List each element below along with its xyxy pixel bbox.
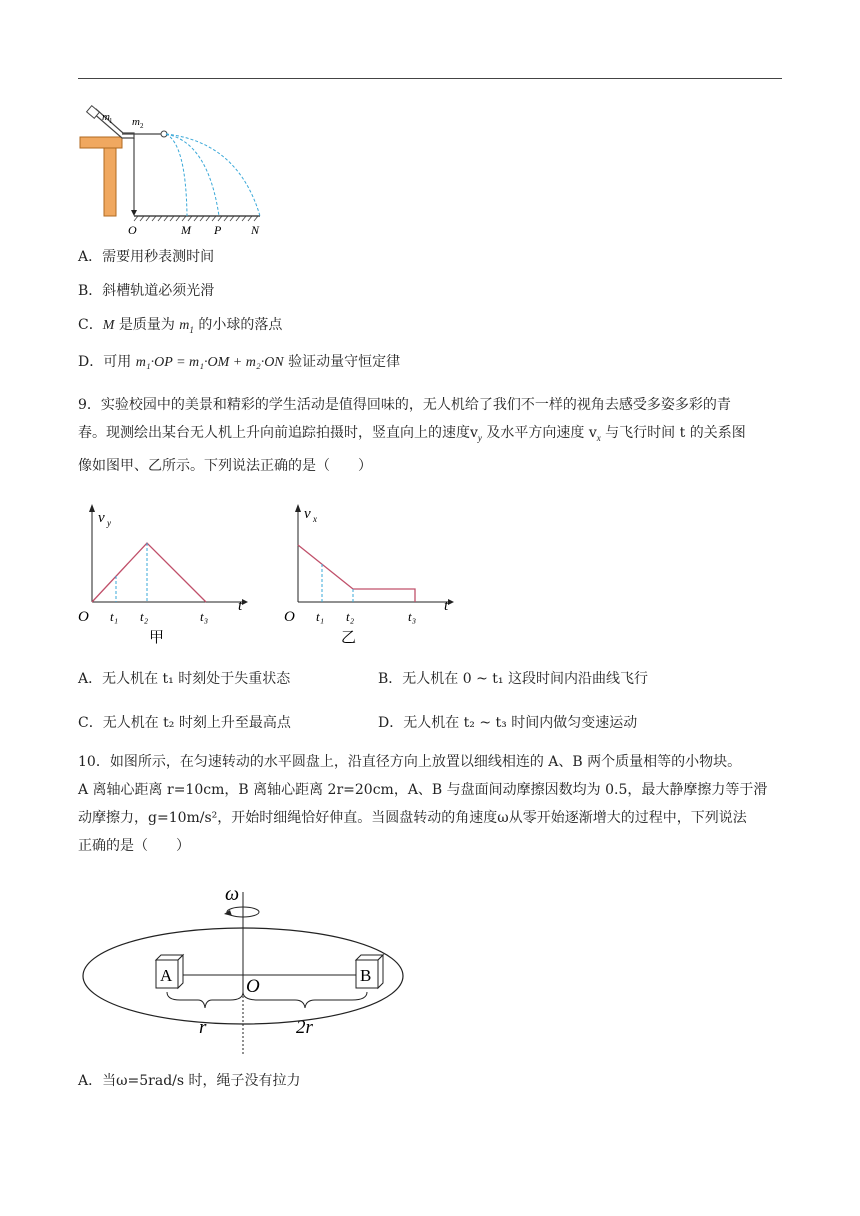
svg-text:O: O xyxy=(284,609,295,625)
svg-text:t₁: t₁ xyxy=(110,609,119,624)
vx-curve xyxy=(298,545,415,602)
svg-text:甲: 甲 xyxy=(149,630,165,646)
q9-option-c: C．无人机在 t₂ 时刻上升至最高点 xyxy=(78,715,291,731)
svg-text:t₃: t₃ xyxy=(408,609,417,624)
svg-text:P: P xyxy=(214,223,222,237)
svg-text:r: r xyxy=(199,1017,207,1038)
block-b xyxy=(356,955,383,988)
q8-option-c: C．M 是质量为 $m_1$ 的小球的落点 xyxy=(78,317,283,335)
svg-text:O: O xyxy=(78,609,89,625)
svg-text:m: m xyxy=(102,111,110,123)
graph-vy-t xyxy=(78,502,258,652)
block-a xyxy=(156,955,183,988)
svg-text:1: 1 xyxy=(109,117,113,125)
trajectory-p xyxy=(166,134,219,216)
collision-apparatus-figure xyxy=(78,100,268,240)
q8-option-a: A．需要用秒表测时间 xyxy=(78,249,215,265)
trajectory-m xyxy=(166,134,187,216)
q9-option-d: D．无人机在 t₂ ~ t₃ 时间内做匀变速运动 xyxy=(378,715,638,731)
svg-text:t: t xyxy=(444,598,449,614)
svg-text:v: v xyxy=(98,510,105,526)
svg-text:t₂: t₂ xyxy=(140,609,149,624)
svg-text:t: t xyxy=(238,598,243,614)
svg-text:N: N xyxy=(251,223,260,237)
svg-text:M: M xyxy=(181,223,191,237)
rotating-disc-figure xyxy=(80,880,410,1056)
vy-curve xyxy=(92,543,206,602)
svg-text:A: A xyxy=(160,966,173,985)
svg-text:x: x xyxy=(313,514,317,524)
svg-text:乙: 乙 xyxy=(341,630,357,646)
q8-option-b: B．斜槽轨道必须光滑 xyxy=(78,283,215,299)
header-rule xyxy=(78,78,782,79)
svg-text:2r: 2r xyxy=(296,1017,313,1038)
svg-text:m: m xyxy=(132,116,140,128)
svg-text:t₂: t₂ xyxy=(346,609,355,624)
q9-option-a: A．无人机在 t₁ 时刻处于失重状态 xyxy=(78,671,291,687)
svg-text:v: v xyxy=(304,506,311,522)
table-leg xyxy=(104,148,116,216)
graph-vx-t xyxy=(284,502,464,652)
svg-text:t₃: t₃ xyxy=(200,609,209,624)
svg-text:t₁: t₁ xyxy=(316,609,325,624)
trajectory-n xyxy=(166,134,260,216)
svg-text:y: y xyxy=(107,518,111,528)
svg-text:O: O xyxy=(246,976,260,997)
q9-stem: 9．实验校园中的美景和精彩的学生活动是值得回味的，无人机给了我们不一样的视角去感受多姿多彩的青 春。现测绘出某台无人机上升向前追踪拍摄时，竖直向上的速度$v_y$ 及水平方向速度 $v_x$ 与飞行时间 t 的关系图 像如图甲、乙所示。下列说法正确的是（ ） xyxy=(78,397,746,474)
q8-option-d: D．可用 m₁·OP = m₁·OM + m₂·ON 验证动量守恒定律 xyxy=(78,354,401,370)
svg-text:ω: ω xyxy=(225,883,240,905)
svg-text:2: 2 xyxy=(140,122,144,130)
q10-option-a: A．当ω=5rad/s 时，绳子没有拉力 xyxy=(78,1073,301,1089)
q10-stem: 10．如图所示，在匀速转动的水平圆盘上，沿直径方向上放置以细线相连的 A、B 两个质量相等的小物块。 A 离轴心距离 r=10cm，B 离轴心距离 2r=20cm，A、B 与盘面间动摩擦因数均为 0.5，最大静摩擦力等于滑 动摩擦力，g=10m/s²，开始时细绳恰好伸直。当圆盘转动的角速度ω从零开始逐渐增大的过程中，下列说法 正确的是（ ） xyxy=(78,754,768,854)
svg-text:B: B xyxy=(360,966,372,985)
table-top xyxy=(80,137,122,148)
q9-option-b: B．无人机在 0 ~ t₁ 这段时间内沿曲线飞行 xyxy=(378,671,648,687)
svg-text:O: O xyxy=(128,223,137,237)
